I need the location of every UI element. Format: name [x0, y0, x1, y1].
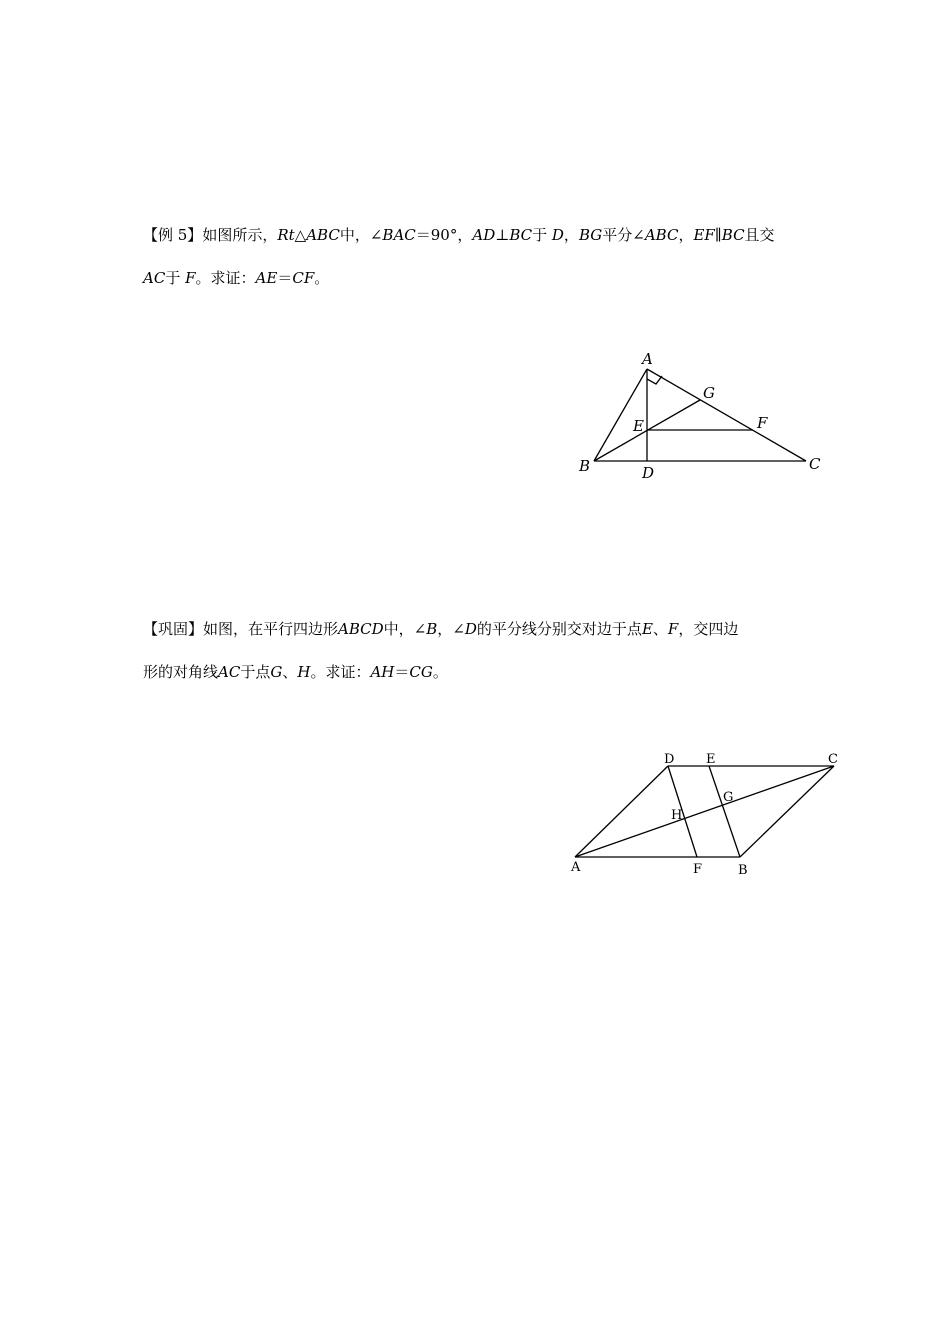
text: 。求证：: [310, 663, 371, 681]
label-f: F: [693, 862, 703, 877]
text: ，: [678, 226, 694, 244]
text: ＝: [394, 663, 410, 681]
label-e: E: [633, 417, 644, 435]
consolidation-line-2: [143, 665, 448, 680]
text: 如图，在平行四边形: [203, 620, 339, 638]
math-f: F: [667, 620, 679, 638]
segment-ad: [575, 766, 668, 857]
consolidation-problem: [143, 622, 823, 682]
text: 平分: [602, 226, 633, 244]
math-bg: BG: [578, 226, 603, 244]
math-b: B: [426, 620, 438, 638]
angle-symbol: ∠: [413, 620, 427, 638]
text: ＝: [277, 269, 293, 287]
right-angle-mark: [647, 376, 662, 384]
label-g: G: [703, 384, 715, 402]
angle-symbol: ∠: [632, 226, 645, 244]
math-ad: AD: [472, 226, 496, 244]
text: 中，: [339, 226, 370, 244]
text: 、: [282, 663, 298, 681]
text: 、: [652, 620, 668, 638]
text: 于: [165, 269, 186, 287]
math-bc: BC: [509, 226, 533, 244]
parallelogram-figure: [565, 745, 845, 880]
math-bc: BC: [721, 226, 745, 244]
text: ＝90°，: [415, 226, 473, 244]
label-e: E: [706, 752, 716, 767]
label-g: G: [723, 790, 734, 805]
math-e: E: [641, 620, 653, 638]
text: 于: [532, 226, 552, 244]
segment-ac: [647, 369, 806, 461]
triangle-symbol: △: [294, 226, 307, 244]
math-abc: ABC: [306, 226, 340, 244]
label-a: A: [642, 350, 653, 368]
label-f: F: [757, 414, 768, 432]
math-abc: ABC: [644, 226, 679, 244]
text: ，: [437, 620, 453, 638]
text: 于点: [240, 663, 271, 681]
text: 如图所示，: [202, 226, 278, 244]
math-d: D: [551, 226, 564, 244]
math-g: G: [270, 663, 283, 681]
math-bac: BAC: [382, 226, 416, 244]
label-a: A: [571, 860, 581, 875]
text: ，: [563, 226, 579, 244]
consolidation-label: 【巩固】: [143, 620, 204, 638]
triangle-figure: [570, 345, 830, 485]
math-ae: AE: [255, 269, 278, 287]
label-d: D: [664, 752, 675, 767]
text: 。求证：: [195, 269, 256, 287]
example5-line-2: [143, 271, 329, 286]
segment-bc: [740, 766, 834, 857]
math-ah: AH: [370, 663, 395, 681]
math-ef: EF: [693, 226, 715, 244]
example5-line-1: [143, 228, 775, 243]
text: 。: [314, 269, 330, 287]
math-cg: CG: [409, 663, 433, 681]
math-rt: Rt: [277, 226, 295, 244]
angle-symbol: ∠: [452, 620, 465, 638]
text: 中，: [383, 620, 414, 638]
label-b: B: [579, 457, 591, 475]
math-d: D: [464, 620, 477, 638]
parallel-symbol: ∥: [714, 226, 722, 244]
math-abcd: ABCD: [338, 620, 384, 638]
label-d: D: [642, 464, 655, 482]
diagonal-ac: [575, 766, 834, 857]
text: 的平分线分别交对边于点: [476, 620, 642, 638]
label-c: C: [809, 455, 821, 473]
example5-problem: [143, 228, 823, 288]
text: ，交四边: [678, 620, 739, 638]
math-cf: CF: [292, 269, 315, 287]
label-b: B: [738, 863, 748, 878]
text: 且交: [744, 226, 775, 244]
label-h: H: [671, 808, 683, 823]
example5-label: 【例 5】: [143, 226, 203, 244]
text: 形的对角线: [143, 663, 219, 681]
math-ac: AC: [143, 269, 166, 287]
math-ac: AC: [218, 663, 241, 681]
segment-ab: [594, 369, 647, 461]
text: 。: [432, 663, 448, 681]
perpendicular-symbol: ⊥: [495, 226, 510, 244]
math-f: F: [185, 269, 196, 287]
consolidation-line-1: [143, 622, 738, 637]
angle-symbol: ∠: [369, 226, 383, 244]
segment-be: [709, 766, 740, 857]
math-h: H: [297, 663, 311, 681]
label-c: C: [828, 752, 838, 767]
